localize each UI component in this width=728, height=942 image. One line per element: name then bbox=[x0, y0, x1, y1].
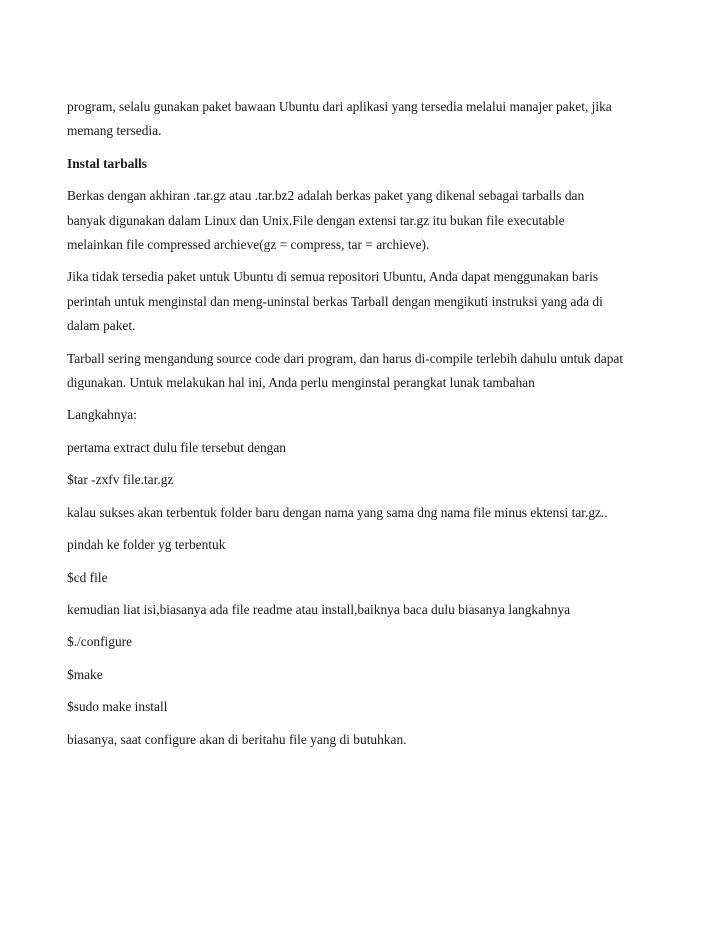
text-line: melainkan file compressed archieve(gz = compress, tar = archieve). bbox=[67, 237, 430, 253]
paragraph-no-package bbox=[67, 265, 687, 338]
text-line: kalau sukses akan terbentuk folder baru dengan nama yang sama dng nama file minus ektensi tar.gz.. bbox=[67, 504, 608, 520]
paragraph-source-code bbox=[67, 347, 687, 396]
section-heading: Instal tarballs bbox=[67, 155, 147, 171]
text-line: Berkas dengan akhiran .tar.gz atau .tar.bz2 adalah berkas paket yang dikenal sebagai tarballs dan bbox=[67, 188, 585, 204]
text-line: $./configure bbox=[67, 634, 133, 650]
command-cd bbox=[67, 566, 687, 590]
paragraph-step-success bbox=[67, 501, 687, 525]
command-make-install bbox=[67, 695, 687, 719]
text-line: Tarball sering mengandung source code dari program, dan harus di-compile terlebih dahulu untuk dapat bbox=[67, 350, 624, 366]
text-line: $sudo make install bbox=[67, 699, 168, 715]
text-line: kemudian liat isi,biasanya ada file readme atau install,baiknya baca dulu biasanya langkahnya bbox=[67, 601, 571, 617]
text-line: pertama extract dulu file tersebut dengan bbox=[67, 439, 286, 455]
text-line: memang tersedia. bbox=[67, 123, 162, 139]
paragraph-tarball-definition bbox=[67, 184, 687, 257]
paragraph-steps-label bbox=[67, 403, 687, 427]
command-configure bbox=[67, 630, 687, 654]
text-line: biasanya, saat configure akan di beritahu file yang di butuhkan. bbox=[67, 731, 407, 747]
paragraph-step-move bbox=[67, 533, 687, 557]
command-tar bbox=[67, 468, 687, 492]
paragraph-intro bbox=[67, 95, 687, 144]
text-line: Langkahnya: bbox=[67, 407, 137, 423]
text-line: program, selalu gunakan paket bawaan Ubuntu dari aplikasi yang tersedia melalui manajer paket, jika bbox=[67, 99, 612, 114]
text-line: banyak digunakan dalam Linux dan Unix.File dengan extensi tar.gz itu bukan file executable bbox=[67, 212, 565, 228]
command-make bbox=[67, 663, 687, 687]
text-line: perintah untuk menginstal dan meng-uninstal berkas Tarball dengan mengikuti instruksi yang ada di bbox=[67, 293, 603, 309]
text-line: Jika tidak tersedia paket untuk Ubuntu di semua repositori Ubuntu, Anda dapat menggunakan baris bbox=[67, 269, 599, 285]
text-line: digunakan. Untuk melakukan hal ini, Anda perlu menginstal perangkat lunak tambahan bbox=[67, 375, 535, 391]
text-line: $make bbox=[67, 666, 103, 682]
text-line: $tar -zxfv file.tar.gz bbox=[67, 472, 174, 488]
text-line: $cd file bbox=[67, 569, 108, 585]
paragraph-step-readme bbox=[67, 598, 687, 622]
text-line: pindah ke folder yg terbentuk bbox=[67, 537, 226, 553]
document-body bbox=[67, 95, 687, 760]
text-line: dalam paket. bbox=[67, 318, 136, 334]
paragraph-step-extract bbox=[67, 436, 687, 460]
paragraph-closing bbox=[67, 728, 687, 752]
